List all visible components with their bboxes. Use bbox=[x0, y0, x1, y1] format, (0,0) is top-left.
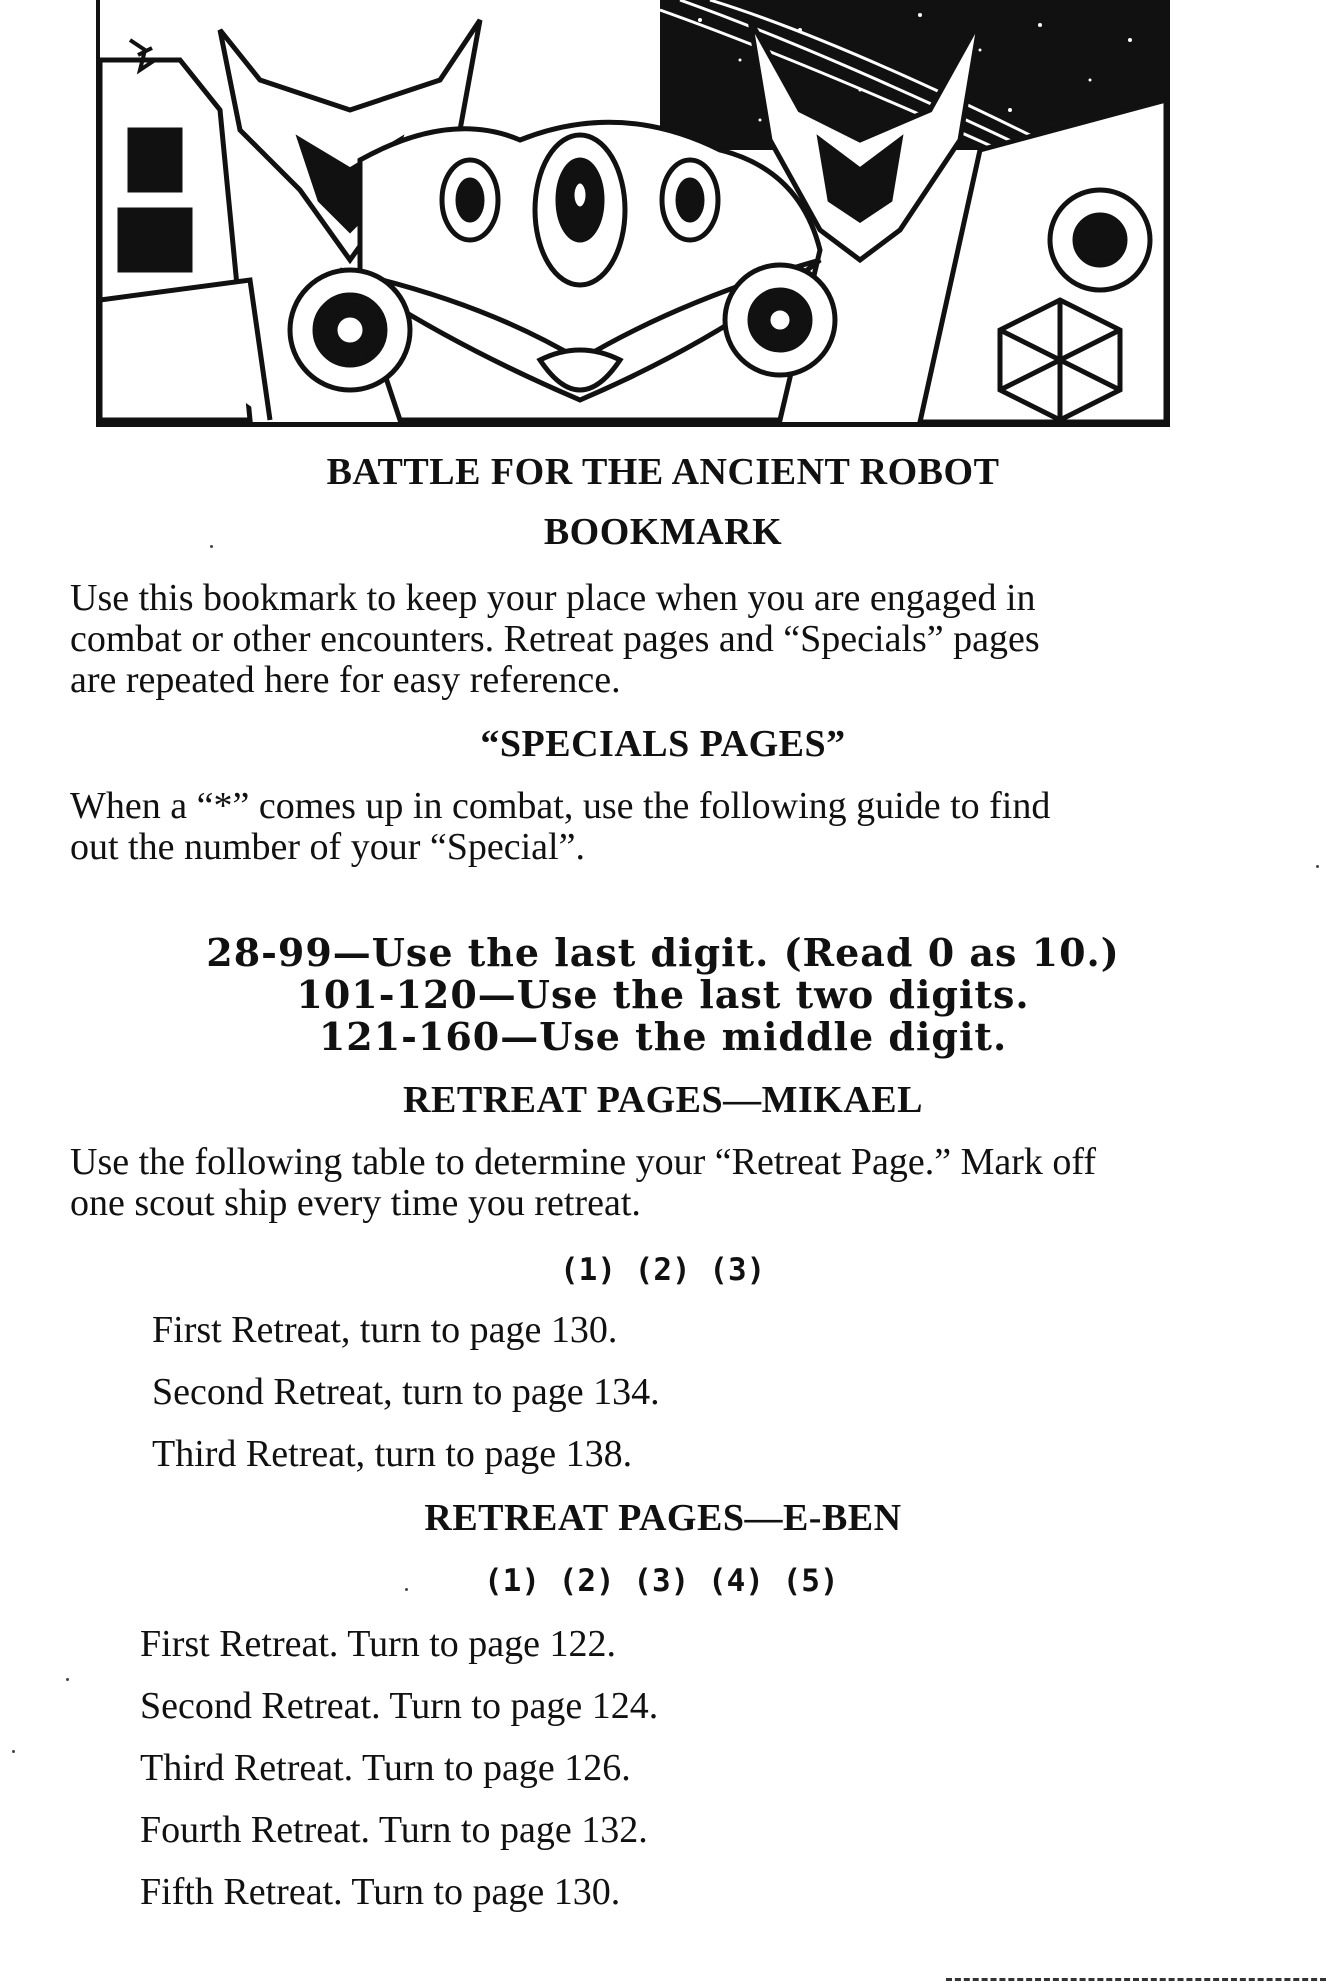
specials-paragraph bbox=[70, 786, 1270, 868]
eben-heading: RETREAT PAGES—E-BEN bbox=[424, 1497, 902, 1539]
print-speck bbox=[66, 1678, 69, 1681]
special-rule: 28-99—Use the last digit. (Read 0 as 10.) bbox=[206, 930, 1120, 975]
eben-retreat-item: Fifth Retreat. Turn to page 130. bbox=[140, 1871, 621, 1913]
eben-retreat-item: Fourth Retreat. Turn to page 132. bbox=[140, 1809, 648, 1851]
eben-retreat-item: First Retreat. Turn to page 122. bbox=[140, 1623, 617, 1665]
intro-paragraph bbox=[70, 578, 1270, 701]
print-speck bbox=[12, 1750, 15, 1753]
intro-line: are repeated here for easy reference. bbox=[70, 659, 621, 701]
print-speck bbox=[210, 545, 213, 548]
bottom-divider bbox=[946, 1978, 1326, 1981]
mikael-scout-ship-checkboxes[interactable]: (1) (2) (3) bbox=[560, 1252, 766, 1288]
intro-line: Use this bookmark to keep your place when you are engaged in bbox=[70, 577, 1036, 619]
eben-retreat-item: Third Retreat. Turn to page 126. bbox=[140, 1747, 631, 1789]
mikael-retreat-item: Second Retreat, turn to page 134. bbox=[152, 1371, 660, 1413]
print-speck bbox=[405, 1588, 408, 1591]
robot-illustration bbox=[96, 0, 1170, 427]
page-title: BATTLE FOR THE ANCIENT ROBOT bbox=[326, 451, 1000, 493]
robot-illustration-drawing bbox=[100, 0, 1166, 422]
mikael-retreat-item: Third Retreat, turn to page 138. bbox=[152, 1433, 633, 1475]
print-speck bbox=[1316, 865, 1319, 868]
mikael-line: Use the following table to determine your “Retreat Page.” Mark off bbox=[70, 1141, 1097, 1183]
mikael-retreat-item: First Retreat, turn to page 130. bbox=[152, 1309, 618, 1351]
specials-heading: “SPECIALS PAGES” bbox=[480, 723, 846, 765]
eben-scout-ship-checkboxes[interactable]: (1) (2) (3) (4) (5) bbox=[484, 1563, 839, 1599]
mikael-paragraph bbox=[70, 1142, 1270, 1224]
specials-line: out the number of your “Special”. bbox=[70, 826, 585, 868]
intro-line: combat or other encounters. Retreat pages and “Specials” pages bbox=[70, 618, 1040, 660]
specials-line: When a “*” comes up in combat, use the following guide to find bbox=[70, 785, 1051, 827]
special-rule: 101-120—Use the last two digits. bbox=[296, 972, 1030, 1017]
page-subtitle: BOOKMARK bbox=[543, 511, 783, 553]
mikael-heading: RETREAT PAGES—MIKAEL bbox=[403, 1079, 923, 1121]
mikael-line: one scout ship every time you retreat. bbox=[70, 1182, 641, 1224]
eben-retreat-item: Second Retreat. Turn to page 124. bbox=[140, 1685, 659, 1727]
special-rule: 121-160—Use the middle digit. bbox=[318, 1014, 1008, 1059]
